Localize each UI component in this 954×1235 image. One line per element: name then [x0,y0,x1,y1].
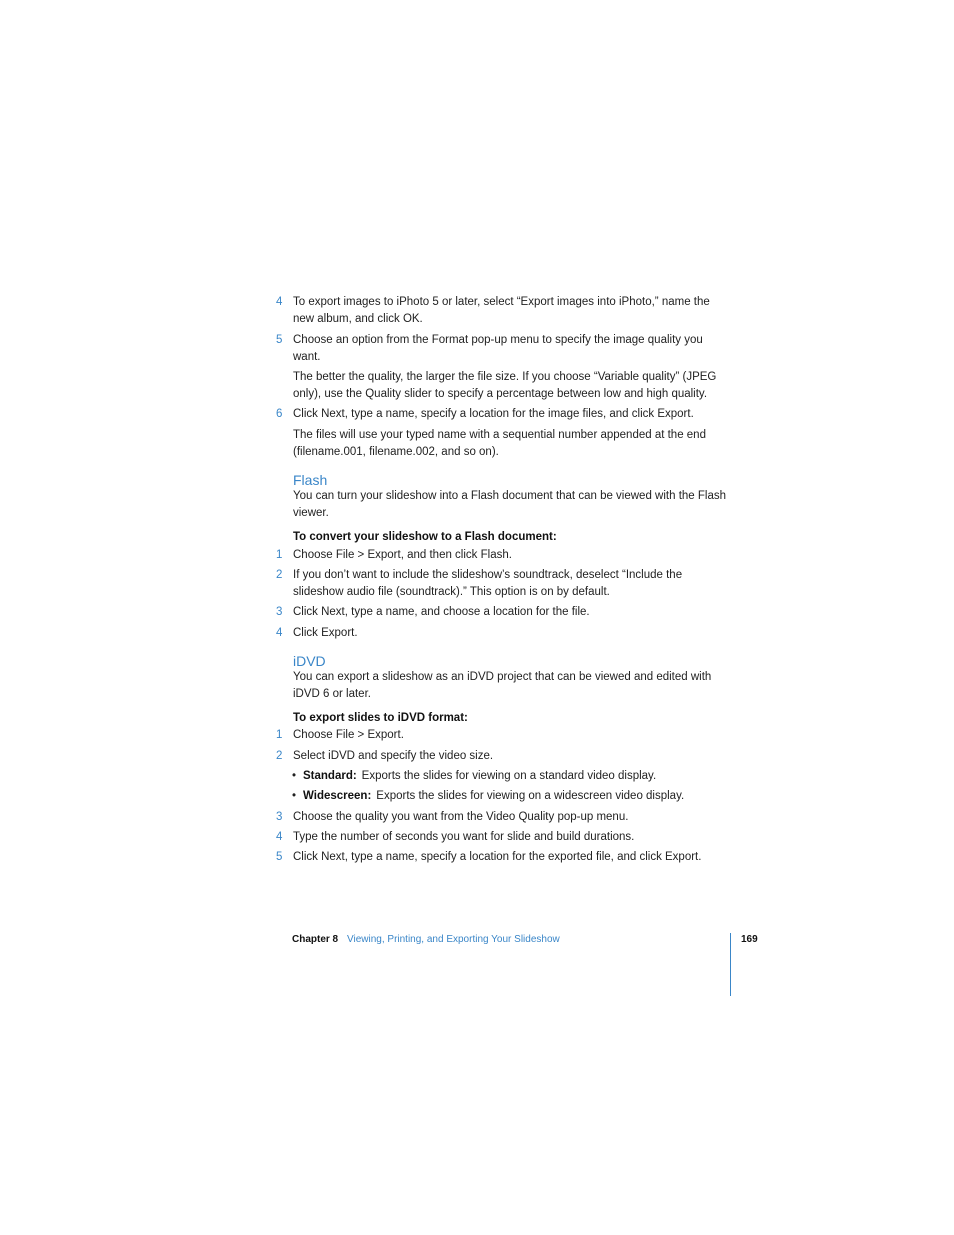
step-number: 2 [276,569,283,581]
section-intro-idvd: You can export a slideshow as an iDVD project that can be viewed and edited with iDVD 6 or later. [293,671,712,700]
bullet-term: Standard: [303,770,357,782]
step-number: 2 [276,750,283,762]
step-text: Choose the quality you want from the Video Quality pop-up menu. [293,811,629,823]
step-number: 1 [276,549,283,561]
step-number: 4 [276,831,283,843]
footer-divider [730,933,731,996]
procedure-title-flash: To convert your slideshow to a Flash document: [293,531,557,543]
step-text: Click Next, type a name, specify a location for the image files, and click Export. [293,408,694,420]
paragraph-files: The files will use your typed name with a sequential number appended at the end (filename.001, filename.002, and so on). [293,429,706,458]
step-text: To export images to iPhoto 5 or later, select “Export images into iPhoto,” name the new album, and click OK. [293,296,710,325]
step-number: 3 [276,606,283,618]
step-number: 4 [276,296,283,308]
page-number: 169 [741,934,758,945]
paragraph-quality: The better the quality, the larger the file size. If you choose “Variable quality” (JPEG only), use the Quality slider to specify a percentage between low and high quality. [293,371,717,400]
step-text: Choose an option from the Format pop-up menu to specify the image quality you want. [293,334,703,363]
step-number: 6 [276,408,283,420]
bullet-item-widescreen [303,788,733,805]
bullet-marker: • [292,770,297,782]
step-number: 4 [276,627,283,639]
step-number: 3 [276,811,283,823]
bullet-term: Widescreen: [303,790,372,802]
procedure-title-idvd: To export slides to iDVD format: [293,712,468,724]
step-text: Choose File > Export. [293,729,404,741]
step-text: Click Next, type a name, and choose a location for the file. [293,606,590,618]
bullet-item-standard [303,768,733,785]
step-text: Click Next, type a name, specify a location for the exported file, and click Export. [293,851,702,863]
step-text: Choose File > Export, and then click Flash. [293,549,512,561]
bullet-marker: • [292,790,297,802]
footer-chapter-title: Viewing, Printing, and Exporting Your Slideshow [347,934,560,945]
step-number: 1 [276,729,283,741]
step-text: Type the number of seconds you want for slide and build durations. [293,831,635,843]
bullet-description: Exports the slides for viewing on a standard video display. [361,770,657,782]
step-text: Click Export. [293,627,358,639]
bullet-description: Exports the slides for viewing on a widescreen video display. [376,790,685,802]
step-text: Select iDVD and specify the video size. [293,750,494,762]
step-number: 5 [276,334,283,346]
step-text: If you don’t want to include the slideshow’s soundtrack, deselect “Include the slideshow audio file (soundtrack).” This option is on by default. [293,569,683,598]
section-heading-flash: Flash [293,472,328,488]
step-number: 5 [276,851,283,863]
section-heading-idvd: iDVD [293,653,326,669]
section-intro-flash: You can turn your slideshow into a Flash document that can be viewed with the Flash viewer. [293,490,726,519]
footer-chapter-label: Chapter 8 [292,934,339,945]
